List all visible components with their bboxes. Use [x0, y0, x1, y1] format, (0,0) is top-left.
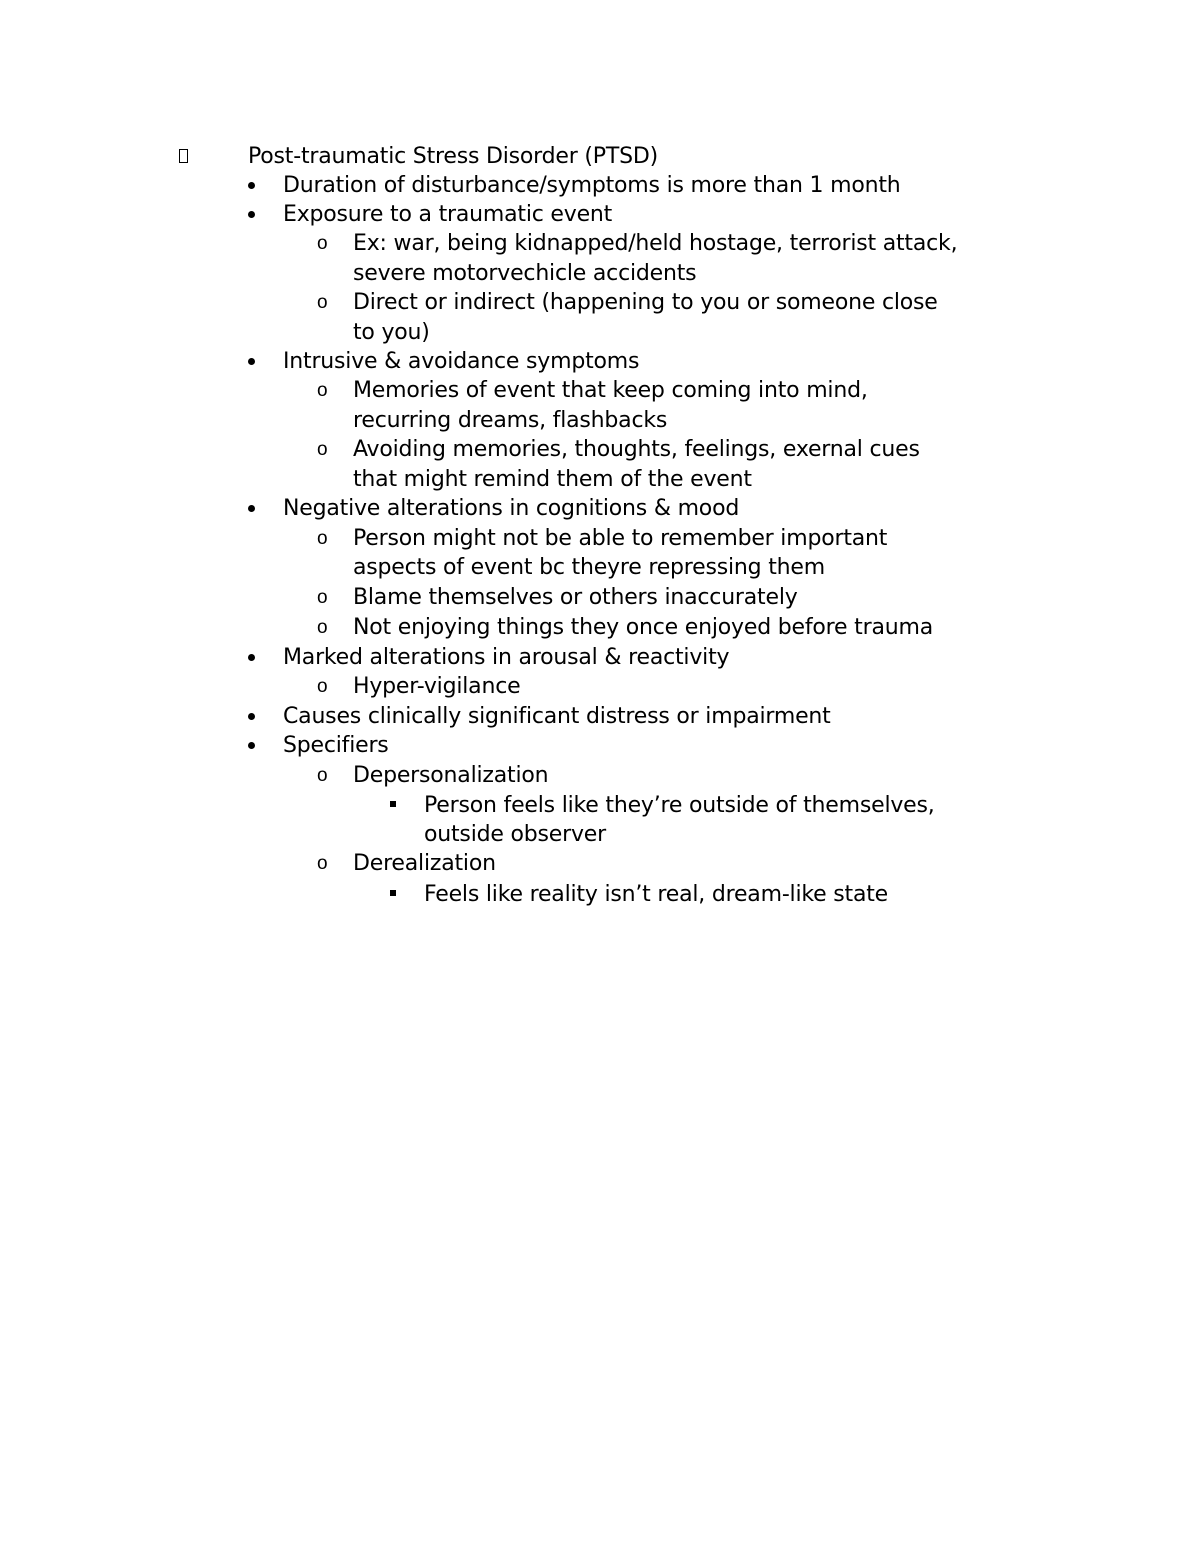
- sub-list-item: Direct or indirect (happening to you or someone close: [353, 290, 938, 315]
- bullet-dot-icon: [248, 654, 255, 661]
- circle-bullet-icon: o: [317, 233, 328, 254]
- circle-bullet-icon: o: [317, 765, 328, 786]
- list-item: Intrusive & avoidance symptoms: [283, 349, 640, 374]
- sub-list-item: Memories of event that keep coming into mind,: [353, 378, 868, 403]
- sub-list-item: Avoiding memories, thoughts, feelings, exernal cues: [353, 437, 920, 462]
- circle-bullet-icon: o: [317, 587, 328, 608]
- bullet-dot-icon: [248, 211, 255, 218]
- circle-bullet-icon: o: [317, 676, 328, 697]
- list-item: Causes clinically significant distress or impairment: [283, 704, 831, 729]
- circle-bullet-icon: o: [317, 617, 328, 638]
- sub-sub-list-item: Feels like reality isn’t real, dream-like state: [424, 882, 888, 907]
- sub-list-item-continuation: severe motorvechicle accidents: [353, 261, 697, 286]
- sub-list-item: Hyper-vigilance: [353, 674, 521, 699]
- sub-list-item-continuation: that might remind them of the event: [353, 467, 752, 492]
- bullet-dot-icon: [248, 182, 255, 189]
- heading: Post-traumatic Stress Disorder (PTSD): [248, 144, 658, 169]
- missing-glyph-bullet-icon: [179, 149, 188, 163]
- sub-sub-list-item: Person feels like they’re outside of themselves,: [424, 793, 935, 818]
- sub-list-item: Person might not be able to remember important: [353, 526, 888, 551]
- bullet-dot-icon: [248, 742, 255, 749]
- list-item: Duration of disturbance/symptoms is more than 1 month: [283, 173, 901, 198]
- sub-list-item: Derealization: [353, 851, 496, 876]
- sub-list-item-continuation: recurring dreams, flashbacks: [353, 408, 668, 433]
- bullet-dot-icon: [248, 358, 255, 365]
- sub-list-item-continuation: aspects of event bc theyre repressing them: [353, 555, 825, 580]
- list-item: Exposure to a traumatic event: [283, 202, 613, 227]
- circle-bullet-icon: o: [317, 528, 328, 549]
- square-bullet-icon: [390, 890, 396, 896]
- bullet-dot-icon: [248, 505, 255, 512]
- sub-list-item: Depersonalization: [353, 763, 549, 788]
- sub-sub-list-item-continuation: outside observer: [424, 822, 606, 847]
- list-item: Marked alterations in arousal & reactivity: [283, 645, 730, 670]
- circle-bullet-icon: o: [317, 853, 328, 874]
- sub-list-item: Blame themselves or others inaccurately: [353, 585, 798, 610]
- square-bullet-icon: [390, 801, 396, 807]
- sub-list-item: Not enjoying things they once enjoyed before trauma: [353, 615, 933, 640]
- list-item: Negative alterations in cognitions & mood: [283, 496, 740, 521]
- sub-list-item-continuation: to you): [353, 320, 430, 345]
- bullet-dot-icon: [248, 713, 255, 720]
- sub-list-item: Ex: war, being kidnapped/held hostage, terrorist attack,: [353, 231, 958, 256]
- circle-bullet-icon: o: [317, 439, 328, 460]
- circle-bullet-icon: o: [317, 380, 328, 401]
- circle-bullet-icon: o: [317, 292, 328, 313]
- list-item: Specifiers: [283, 733, 389, 758]
